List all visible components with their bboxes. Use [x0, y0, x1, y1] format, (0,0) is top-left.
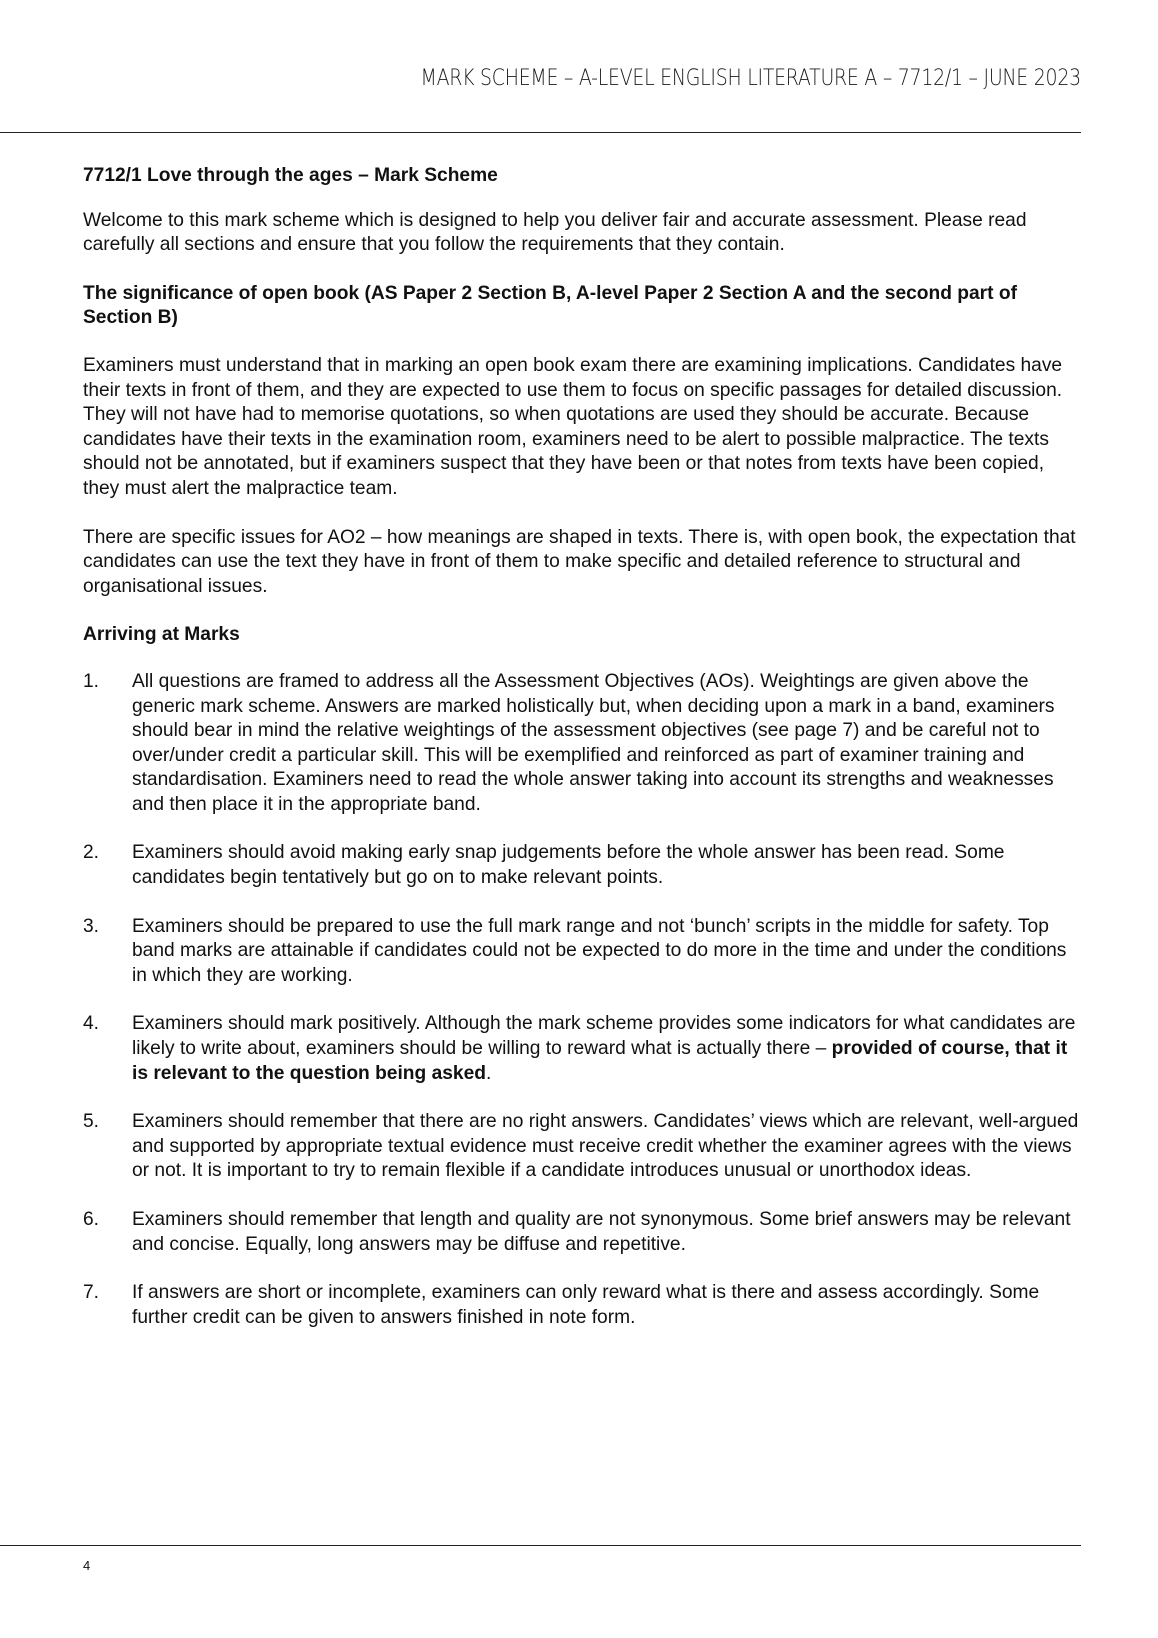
footer-divider — [0, 1545, 1081, 1546]
document-title: 7712/1 Love through the ages – Mark Scheme — [83, 165, 498, 186]
document-body — [83, 164, 1083, 1354]
list-item-text: If answers are short or incomplete, examiners can only reward what is there and assess accordingly. Some further credit can be given to answers finished in note form. — [132, 1282, 1040, 1328]
header-title: MARK SCHEME – A-LEVEL ENGLISH LITERATURE A – 7712/1 – JUNE 2023 — [420, 66, 1081, 91]
intro-paragraph: Welcome to this mark scheme which is designed to help you deliver fair and accurate assessment. Please read carefully all sections and ensure that you follow the requirements that they contain. — [83, 209, 1027, 256]
list-item — [83, 1281, 1083, 1330]
open-book-paragraph-2: There are specific issues for AO2 – how meanings are shaped in texts. There is, with open book, the expectation that candidates can use the text they have in front of them to make specific and detailed reference to structural and organisational issues. — [83, 526, 1076, 597]
list-item — [83, 1208, 1083, 1257]
list-item-number: 2. — [83, 842, 100, 864]
list-item — [83, 841, 1083, 890]
list-item-number: 3. — [83, 915, 100, 937]
list-item-number: 6. — [83, 1209, 100, 1230]
list-item-text: Examiners should be prepared to use the full mark range and not ‘bunch’ scripts in the middle for safety. Top band marks are attainable if candidates could not be expected to do more in the time and under the conditions in which they are working. — [132, 915, 1067, 986]
list-item-text: Examiners should remember that there are no right answers. Candidates’ views which are relevant, well-argued and supported by appropriate textual evidence must receive credit whether the examiner agrees with the views or not. It is important to try to remain flexible if a candidate introduces unusual or unorthodox ideas. — [132, 1111, 1079, 1182]
marking-guidelines-list — [83, 670, 1083, 1330]
arriving-at-marks-heading: Arriving at Marks — [83, 624, 240, 646]
list-item-emphasis: provided of course, that it is relevant to the question being asked — [132, 1038, 1068, 1084]
list-item-number: 4. — [83, 1013, 100, 1035]
list-item-text: Examiners should remember that length and quality are not synonymous. Some brief answers may be relevant and concise. Equally, long answers may be diffuse and repetitive. — [132, 1209, 1071, 1255]
list-item-number: 7. — [83, 1282, 100, 1304]
list-item — [83, 915, 1083, 989]
header-divider — [0, 132, 1081, 133]
list-item-tail: . — [486, 1062, 492, 1084]
list-item-number: 5. — [83, 1111, 100, 1133]
list-item-number: 1. — [83, 670, 100, 692]
open-book-heading: The significance of open book (AS Paper 2 Section B, A-level Paper 2 Section A and the second part of Section B) — [83, 282, 1017, 329]
list-item-text: All questions are framed to address all the Assessment Objectives (AOs). Weightings are given above the generic mark scheme. Answers are marked holistically but, when deciding upon a mark in a band, examiners should bear in mind the relative weightings of the assessment objectives (see page 7) and be careful not to over/under credit a particular skill. This will be exemplified and reinforced as part of examiner training and standardisation. Examiners need to read the whole answer taking into account its strengths and weaknesses and then place it in the appropriate band. — [132, 670, 1055, 815]
list-item-text: Examiners should avoid making early snap judgements before the whole answer has been read. Some candidates begin tentatively but go on to make relevant points. — [132, 842, 1005, 889]
open-book-paragraph-1: Examiners must understand that in marking an open book exam there are examining implications. Candidates have their texts in front of them, and they are expected to use them to focus on specific passages for detailed discussion. They will not have had to memorise quotations, so when quotations are used they should be accurate. Because candidates have their texts in the examination room, examiners need to be alert to possible malpractice. The texts should not be annotated, but if examiners suspect that they have been or that notes from texts have been copied, they must alert the malpractice team. — [83, 354, 1063, 499]
list-item — [83, 670, 1083, 818]
list-item-text: Examiners should mark positively. Although the mark scheme provides some indicators for what candidates are likely to write about, examiners should be willing to reward what is actually there – — [132, 1013, 1076, 1060]
list-item — [83, 1110, 1083, 1184]
page-number: 4 — [83, 1558, 91, 1573]
list-item — [83, 1012, 1083, 1086]
